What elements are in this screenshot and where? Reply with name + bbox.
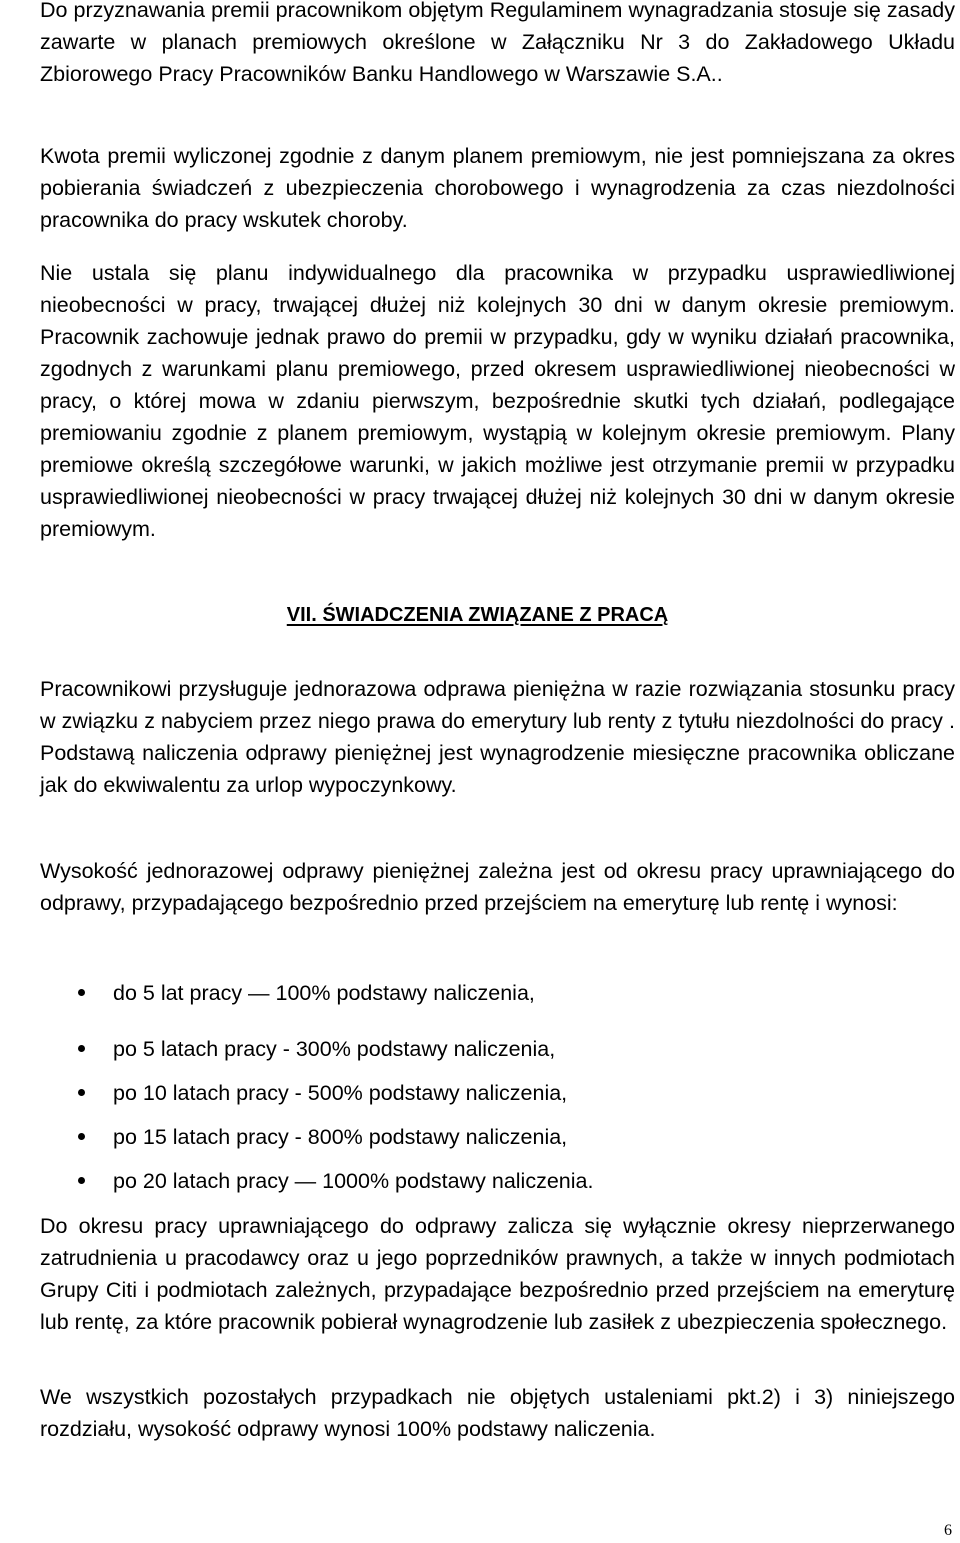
item-number — [0, 1381, 40, 1413]
section-item-3 — [0, 1210, 955, 1338]
bullet-icon — [78, 1177, 85, 1184]
section-item-4 — [0, 1381, 955, 1445]
item-number — [0, 257, 40, 289]
section-item-1 — [0, 673, 955, 801]
item-7 — [0, 257, 955, 545]
item-number — [0, 673, 40, 705]
item-number — [0, 140, 40, 172]
bullet-item: po 20 latach pracy — 1000% podstawy naliczenia. — [78, 1166, 593, 1196]
item-6 — [0, 140, 955, 236]
item-number — [0, 1210, 40, 1242]
item-text: Do przyznawania premii pracownikom objętym Regulaminem wynagradzania stosuje się zasady zawarte w planach premiowych określone w Załączniku Nr 3 do Zakładowego Układu Zbiorowego Pracy Pracowników Banku Handlowego w Warszawie S.A.. — [40, 0, 955, 86]
bullet-icon — [78, 1089, 85, 1096]
bullet-item: po 15 latach pracy - 800% podstawy naliczenia, — [78, 1122, 567, 1152]
item-text: We wszystkich pozostałych przypadkach nie objętych ustaleniami pkt.2) i 3) niniejszego rozdziału, wysokość odprawy wynosi 100% podstawy naliczenia. — [40, 1385, 955, 1441]
section-heading: VII. ŚWIADCZENIA ZWIĄZANE Z PRACĄ — [286, 604, 669, 626]
item-5 — [0, 0, 955, 90]
bullet-icon — [78, 989, 85, 996]
bullet-icon — [78, 1133, 85, 1140]
bullet-icon — [78, 1045, 85, 1052]
item-text: Wysokość jednorazowej odprawy pieniężnej zależna jest od okresu pracy uprawniającego do odprawy, przypadającego bezpośrednio przed przejściem na emeryturę lub rentę i wynosi: — [40, 859, 955, 915]
item-number — [0, 0, 40, 26]
bullet-item: po 5 latach pracy - 300% podstawy naliczenia, — [78, 1034, 555, 1064]
item-text: Nie ustala się planu indywidualnego dla pracownika w przypadku usprawiedliwionej nieobecności w pracy, trwającej dłużej niż kolejnych 30 dni w danym okresie premiowym. Pracownik zachowuje jednak prawo do premii w przypadku, gdy w wyniku działań pracownika, zgodnych z warunkami planu premiowego, przed okresem usprawiedliwionej nieobecności w pracy, o której mowa w zdaniu pierwszym, bezpośrednie skutki tych działań, podlegające premiowaniu zgodnie z planem premiowym, wystąpią w kolejnym okresie premiowym. Plany premiowe określą szczegółowe warunki, w jakich możliwe jest otrzymanie premii w przypadku usprawiedliwionej nieobecności w pracy trwającej dłużej niż kolejnych 30 dni w danym okresie premiowym. — [40, 261, 955, 541]
section-item-2 — [0, 855, 955, 919]
item-text: Pracownikowi przysługuje jednorazowa odprawa pieniężna w razie rozwiązania stosunku pracy w związku z nabyciem przez niego prawa do emerytury lub renty z tytułu niezdolności do pracy . Podstawą naliczenia odprawy pieniężnej jest wynagrodzenie miesięczne pracownika obliczane jak do ekwiwalentu za urlop wypoczynkowy. — [40, 677, 955, 797]
bullet-item: po 10 latach pracy - 500% podstawy naliczenia, — [78, 1078, 567, 1108]
bullet-item: do 5 lat pracy — 100% podstawy naliczenia, — [78, 978, 535, 1008]
item-text: Do okresu pracy uprawniającego do odprawy zalicza się wyłącznie okresy nieprzerwanego zatrudnienia u pracodawcy oraz u jego poprzedników prawnych, a także w innych podmiotach Grupy Citi i podmiotach zależnych, przypadające bezpośrednio przed przejściem na emeryturę lub rentę, za które pracownik pobierał wynagrodzenie lub zasiłek z ubezpieczenia społecznego. — [40, 1214, 955, 1334]
page-number: 6 — [944, 1522, 952, 1539]
item-number — [0, 855, 40, 887]
item-text: Kwota premii wyliczonej zgodnie z danym planem premiowym, nie jest pomniejszana za okres pobierania świadczeń z ubezpieczenia chorobowego i wynagrodzenia za czas niezdolności pracownika do pracy wskutek choroby. — [40, 144, 955, 232]
